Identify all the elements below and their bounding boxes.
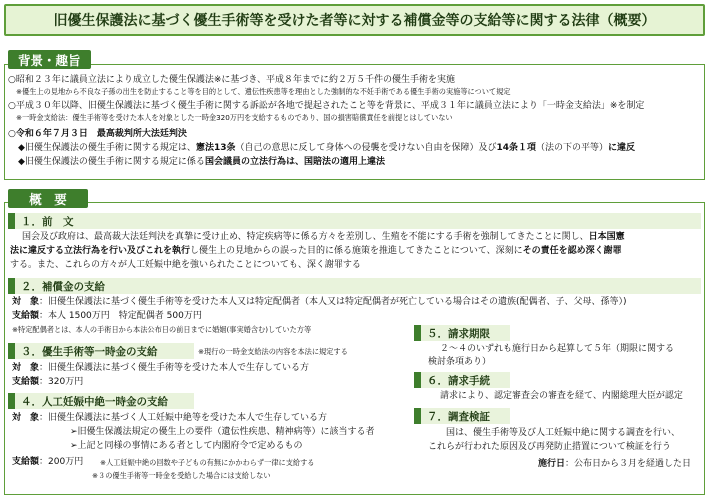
- background-heading: 背景・趣旨: [8, 50, 91, 69]
- s2-target-label: 対 象: [12, 297, 40, 307]
- section-5-line1: ２～４のいずれも施行日から起算して５年（期限に関する: [440, 344, 675, 354]
- section-2-target: [12, 296, 627, 308]
- effective-date: [538, 458, 691, 470]
- section-4-sub1: ➢旧優生保護法規定の優生上の要件（遺伝性疾患、精神病等）に該当する者: [70, 427, 375, 437]
- effective-value: ：公布日から３月を経過した日: [565, 459, 692, 469]
- bullet1-mid2: （法の下の平等）: [536, 143, 609, 153]
- summary-heading: 概 要: [8, 189, 88, 208]
- bullet1-pre: ◆旧優生保護法の優生手術に関する規定は、: [18, 143, 196, 153]
- section-4-target: [12, 412, 327, 424]
- section-6-title: ６．請求手続: [414, 372, 510, 388]
- bullet1-article13: 憲法13条: [195, 143, 236, 153]
- s3-target-text: ：旧優生保護法に基づく優生手術等を受けた本人で生存している方: [39, 363, 310, 373]
- bullet2-pre: ◆旧優生保護法の優生手術に関する規定に係る: [18, 157, 205, 167]
- s1-l2-bold: 法に違反する立法行為を行い及びこれを執行: [10, 246, 191, 256]
- effective-label: 施行日: [538, 459, 566, 469]
- s2-target-text: ：旧優生保護法に基づく優生手術等を受けた本人又は特定配偶者（本人又は特定配偶者が死亡している場合はその遺族(配偶者、子、父母、孫等）): [39, 297, 627, 307]
- section-6-line1: 請求により、認定審査会の審査を経て、内閣総理大臣が認定: [440, 391, 683, 401]
- section-7-title: ７．調査検証: [414, 408, 510, 424]
- background-p2: ○平成３０年以降、旧優生保護法に基づく優生手術に関する訴訟が各地で提起されたこと等を背景に、平成３１年に議員立法により「一時金支給法」※を制定: [8, 101, 645, 111]
- s2-amount-text: ：本人 1500万円 特定配偶者 500万円: [39, 311, 202, 321]
- section-3-title: ３．優生手術等一時金の支給: [8, 343, 194, 359]
- s4-amount-text: ：200万円: [39, 457, 84, 467]
- background-p2-note: ※一時金支給法：優生手術等を受けた本人を対象とした一時金320万円を支給するものであり、国の損害賠償責任を前提とはしていない: [16, 113, 453, 122]
- background-p1: ○昭和２３年に議員立法により成立した優生保護法※に基づき、平成８年までに約２万５千件の優生手術を実施: [8, 75, 456, 85]
- section-1-line2: [10, 245, 622, 257]
- section-3-note: ※現行の一時金支給法の内容を本法に規定する: [198, 347, 348, 356]
- s4-amount-label: 支給額: [12, 457, 40, 467]
- section-7-line2: これらが行われた原因及び再発防止措置について検証を行う: [428, 442, 671, 452]
- section-5-title: ５．請求期限: [414, 325, 510, 341]
- s3-target-label: 対 象: [12, 363, 40, 373]
- background-p3: ○令和６年７月３日 最高裁判所大法廷判決: [8, 129, 187, 139]
- background-p3-bullet2: [18, 156, 385, 168]
- section-4-amount: [12, 456, 83, 468]
- section-1-line3: する。また、これらの方々が人工妊娠中絶を強いられたことについても、深く謝罪する: [10, 260, 361, 270]
- bullet1-article14: 14条１項: [496, 143, 537, 153]
- s4-target-label: 対 象: [12, 413, 40, 423]
- s1-l2-bold2: その責任を認め深く謝罪: [522, 246, 622, 256]
- bullet1-mid: （自己の意思に反して身体への侵襲を受けない自由を保障）及び: [235, 143, 497, 153]
- section-2-amount: [12, 310, 202, 322]
- s3-amount-text: ：320万円: [39, 377, 84, 387]
- s2-amount-label: 支給額: [12, 311, 40, 321]
- s1-l2-mid: し優生上の見地からの誤った目的に係る施策を推進してきたことについて、深刻に: [190, 246, 523, 256]
- section-7-line1: 国は、優生手術等及び人工妊娠中絶に関する調査を行い、: [446, 428, 681, 438]
- section-4-amount-note: ※人工妊娠中絶の回数や子どもの有無にかかわらず一律に支給する: [100, 458, 315, 467]
- section-4-title: ４．人工妊娠中絶一時金の支給: [8, 393, 194, 409]
- section-4-sub2: ➢上記と同様の事情にある者として内閣府令で定めるもの: [70, 441, 303, 451]
- s4-target-text: ：旧優生保護法に基づく人工妊娠中絶等を受けた本人で生存している方: [39, 413, 328, 423]
- section-5-line2: 検討条項あり）: [428, 357, 492, 367]
- section-2-note: ※特定配偶者とは、本人の手術日から本法公布日の前日までに婚姻(事実婚含む)していた方等: [12, 325, 312, 334]
- bullet2-illegal: 国会議員の立法行為は、国賠法の適用上違法: [204, 157, 385, 167]
- background-p1-note: ※優生上の見地から不良な子孫の出生を防止すること等を目的として、遺伝性疾患等を理由とした強制的な不妊手術である優生手術の実施等について規定: [16, 87, 511, 96]
- background-p3-bullet1: [18, 142, 635, 154]
- s3-amount-label: 支給額: [12, 377, 40, 387]
- section-4-amount-note2: ※３の優生手術等一時金を受給した場合には支給しない: [92, 471, 271, 480]
- bullet1-violation: に違反: [608, 143, 636, 153]
- section-1-line1: [22, 231, 625, 243]
- s1-l1-bold: 日本国憲: [588, 232, 625, 242]
- section-2-title: ２．補償金の支給: [8, 278, 701, 294]
- section-1-title: １．前 文: [8, 213, 701, 229]
- section-3-target: [12, 362, 309, 374]
- page-title: 旧優生保護法に基づく優生手術等を受けた者等に対する補償金等の支給等に関する法律（概要）: [4, 4, 705, 36]
- section-3-amount: [12, 376, 83, 388]
- s1-l1-pre: 国会及び政府は、最高裁大法廷判決を真摯に受け止め、特定疾病等に係る方々を差別し、生殖を不能にする手術を強制してきたことに関し、: [22, 232, 589, 242]
